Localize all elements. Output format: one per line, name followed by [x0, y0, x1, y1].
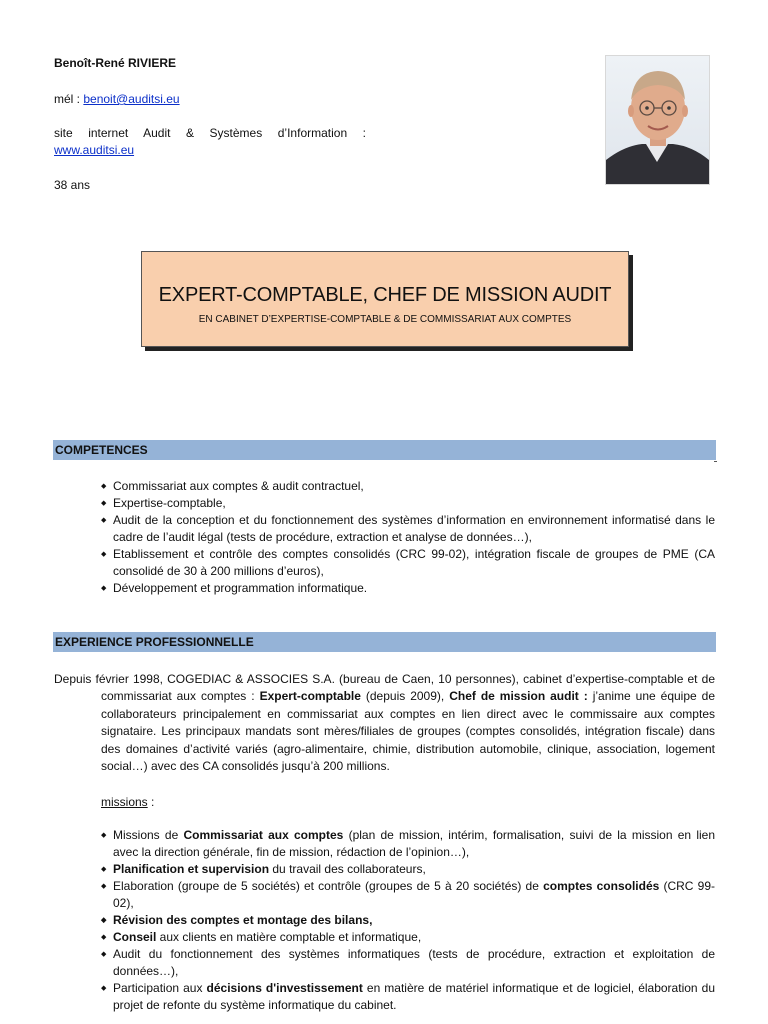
section-experience-heading: EXPERIENCE PROFESSIONNELLE	[53, 632, 716, 652]
missions-heading	[101, 794, 154, 811]
role-expert-comptable: Expert-comptable	[259, 689, 361, 704]
profile-photo	[605, 55, 710, 185]
job-title: EXPERT-COMPTABLE, CHEF DE MISSION AUDIT	[158, 284, 612, 306]
website-label: site internet Audit & Systèmes d’Information :	[54, 126, 366, 140]
list-item: ◆ Commissariat aux comptes & audit contractuel,	[101, 478, 715, 495]
list-item: ◆ Planification et supervision du travail des collaborateurs,	[101, 861, 715, 878]
list-item: ◆ Etablissement et contrôle des comptes consolidés (CRC 99-02), intégration fiscale de groupes de PME (CA consolidé de 30 à 200 millions d’euros),	[101, 546, 715, 580]
missions-colon: :	[147, 795, 155, 809]
competences-list	[101, 478, 715, 597]
role-since: (depuis 2009),	[360, 689, 450, 704]
experience-intro: Depuis février 1998, COGEDIAC & ASSOCIES S.A. (bureau de Caen, 10 personnes), cabinet d’expertise-comptable et de commissariat aux comptes :	[54, 672, 715, 704]
website-link[interactable]: www.auditsi.eu	[54, 143, 135, 157]
list-item: ◆ Elaboration (groupe de 5 sociétés) et contrôle (groupes de 5 à 20 sociétés) de comptes consolidés (CRC 99-02),	[101, 878, 715, 912]
missions-label: missions	[101, 795, 148, 809]
list-item: ◆ Révision des comptes et montage des bilans,	[101, 912, 715, 929]
role-chef-mission: Chef de mission audit :	[449, 689, 588, 704]
list-item: ◆ Missions de Commissariat aux comptes (plan de mission, intérim, formalisation, suivi de la mission en lien avec la direction générale, fin de mission, rédaction de l’opinion…),	[101, 827, 715, 861]
list-item: ◆ Développement et programmation informatique.	[101, 580, 715, 597]
title-box	[141, 251, 629, 347]
job-subtitle: EN CABINET D’EXPERTISE-COMPTABLE & DE COMMISSARIAT AUX COMPTES	[198, 314, 572, 325]
section-competences-heading: COMPETENCES	[53, 440, 716, 460]
experience-paragraph	[54, 671, 715, 775]
list-item: ◆ Conseil aux clients en matière comptable et informatique,	[101, 929, 715, 946]
list-item: ◆ Audit de la conception et du fonctionnement des systèmes d’information en environnement informatisé dans le cadre de l’audit légal (tests de procédure, extraction et analyse de données…),	[101, 512, 715, 546]
list-item: ◆ Expertise-comptable,	[101, 495, 715, 512]
email-label: mél :	[54, 92, 81, 106]
list-item: ◆ Participation aux décisions d'investissement en matière de matériel informatique et de logiciel, élaboration du projet de refonte du système informatique du cabinet.	[101, 980, 715, 1014]
missions-list	[101, 827, 715, 1014]
email-line	[54, 91, 180, 108]
email-link[interactable]: benoit@auditsi.eu	[83, 92, 180, 106]
list-item: ◆ Audit du fonctionnement des systèmes informatiques (tests de procédure, extraction et exploitation de données…),	[101, 946, 715, 980]
age: 38 ans	[54, 178, 91, 192]
heading-tick	[714, 461, 717, 462]
candidate-name: Benoît-René RIVIERE	[54, 56, 177, 70]
experience-description: j’anime une équipe de collaborateurs principalement en commissariat aux comptes en lien direct avec le commissaire aux comptes signataire. Les principaux mandats sont mères/filiales de groupes (comptes consolidés, intégration fiscale) dans des domaines d’activité variés (agro-alimentaire, chimie, distribution automobile, clinique, association, logement social…) avec des CA consolidés jusqu’à 200 millions.	[101, 689, 716, 774]
